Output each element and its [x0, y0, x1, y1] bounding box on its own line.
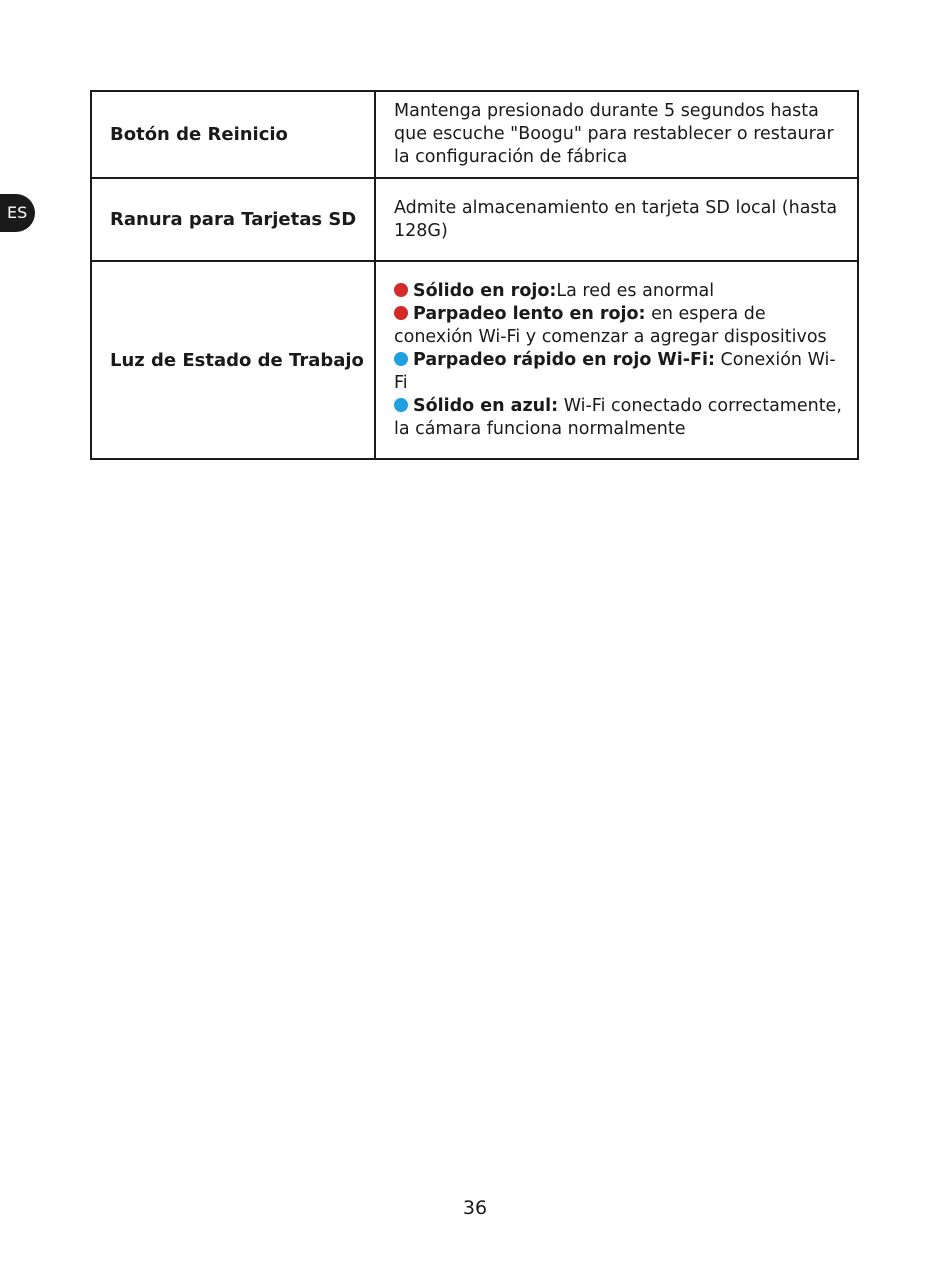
language-tab: ES — [0, 194, 35, 232]
blue-dot-icon — [394, 352, 408, 366]
row-description: Admite almacenamiento en tarjeta SD local (hasta 128G) — [375, 178, 858, 261]
status-light-item — [394, 349, 847, 395]
status-light-item — [394, 395, 847, 441]
table-row-sd-slot — [91, 178, 858, 261]
blue-dot-icon — [394, 398, 408, 412]
row-label: Ranura para Tarjetas SD — [91, 178, 375, 261]
status-light-title: Parpadeo lento en rojo: — [413, 303, 646, 324]
status-light-title: Sólido en azul: — [413, 395, 559, 416]
row-description — [375, 261, 858, 459]
red-dot-icon — [394, 283, 408, 297]
status-light-text: Conexión Wi-Fi — [394, 349, 836, 393]
table-row-reset-button — [91, 91, 858, 178]
status-light-item — [394, 280, 847, 303]
table-row-status-light — [91, 261, 858, 459]
red-dot-icon — [394, 306, 408, 320]
status-light-text: La red es anormal — [556, 280, 715, 301]
status-light-title: Sólido en rojo: — [413, 280, 557, 301]
row-label: Luz de Estado de Trabajo — [91, 261, 375, 459]
spec-table — [90, 90, 859, 460]
status-light-text: en espera de conexión Wi-Fi y comenzar a agregar dispositivos — [394, 303, 827, 347]
row-description: Mantenga presionado durante 5 segundos hasta que escuche "Boogu" para restablecer o restaurar la configuración de fábrica — [375, 91, 858, 178]
row-label: Botón de Reinicio — [91, 91, 375, 178]
status-light-text: Wi-Fi conectado correctamente, la cámara funciona normalmente — [394, 395, 842, 439]
status-light-item — [394, 303, 847, 349]
status-light-title: Parpadeo rápido en rojo Wi-Fi: — [413, 349, 715, 370]
page-number: 36 — [462, 1197, 488, 1219]
